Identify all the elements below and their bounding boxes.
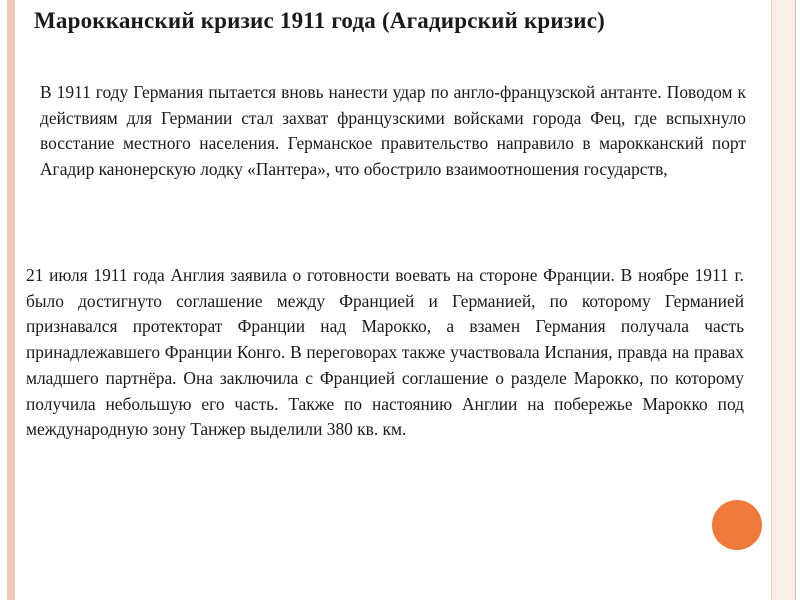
- paragraph-2: 21 июля 1911 года Англия заявила о готовности воевать на стороне Франции. В ноябре 1911 г. было достигнуто соглашение между Францией и Германией, по которому Германией признавался протекторат Франции над Марокко, а взамен Германия получала часть принадлежавшего Франции Конго. В переговорах также участвовала Испания, правда на правах младшего партнёра. Она заключила с Францией соглашение о разделе Марокко, по которому получила небольшую его часть. Также по настоянию Англии на побережье Марокко под международную зону Танжер выделили 380 кв. км.: [26, 265, 744, 440]
- orange-circle-decoration: [712, 500, 762, 550]
- right-border-line: [795, 0, 796, 600]
- slide-title: Марокканский кризис 1911 года (Агадирский кризис): [34, 8, 606, 33]
- paragraph-1: В 1911 году Германия пытается вновь нанести удар по англо-французской антанте. Поводом к действиям для Германии стал захват французскими войсками города Фец, где вспыхнуло восстание местного населения. Германское правительство направило в марокканский порт Агадир канонерскую лодку «Пантера», что обострило взаимоотношения государств,: [40, 82, 746, 180]
- right-border-band: [771, 0, 796, 600]
- left-border-stripe: [7, 0, 15, 600]
